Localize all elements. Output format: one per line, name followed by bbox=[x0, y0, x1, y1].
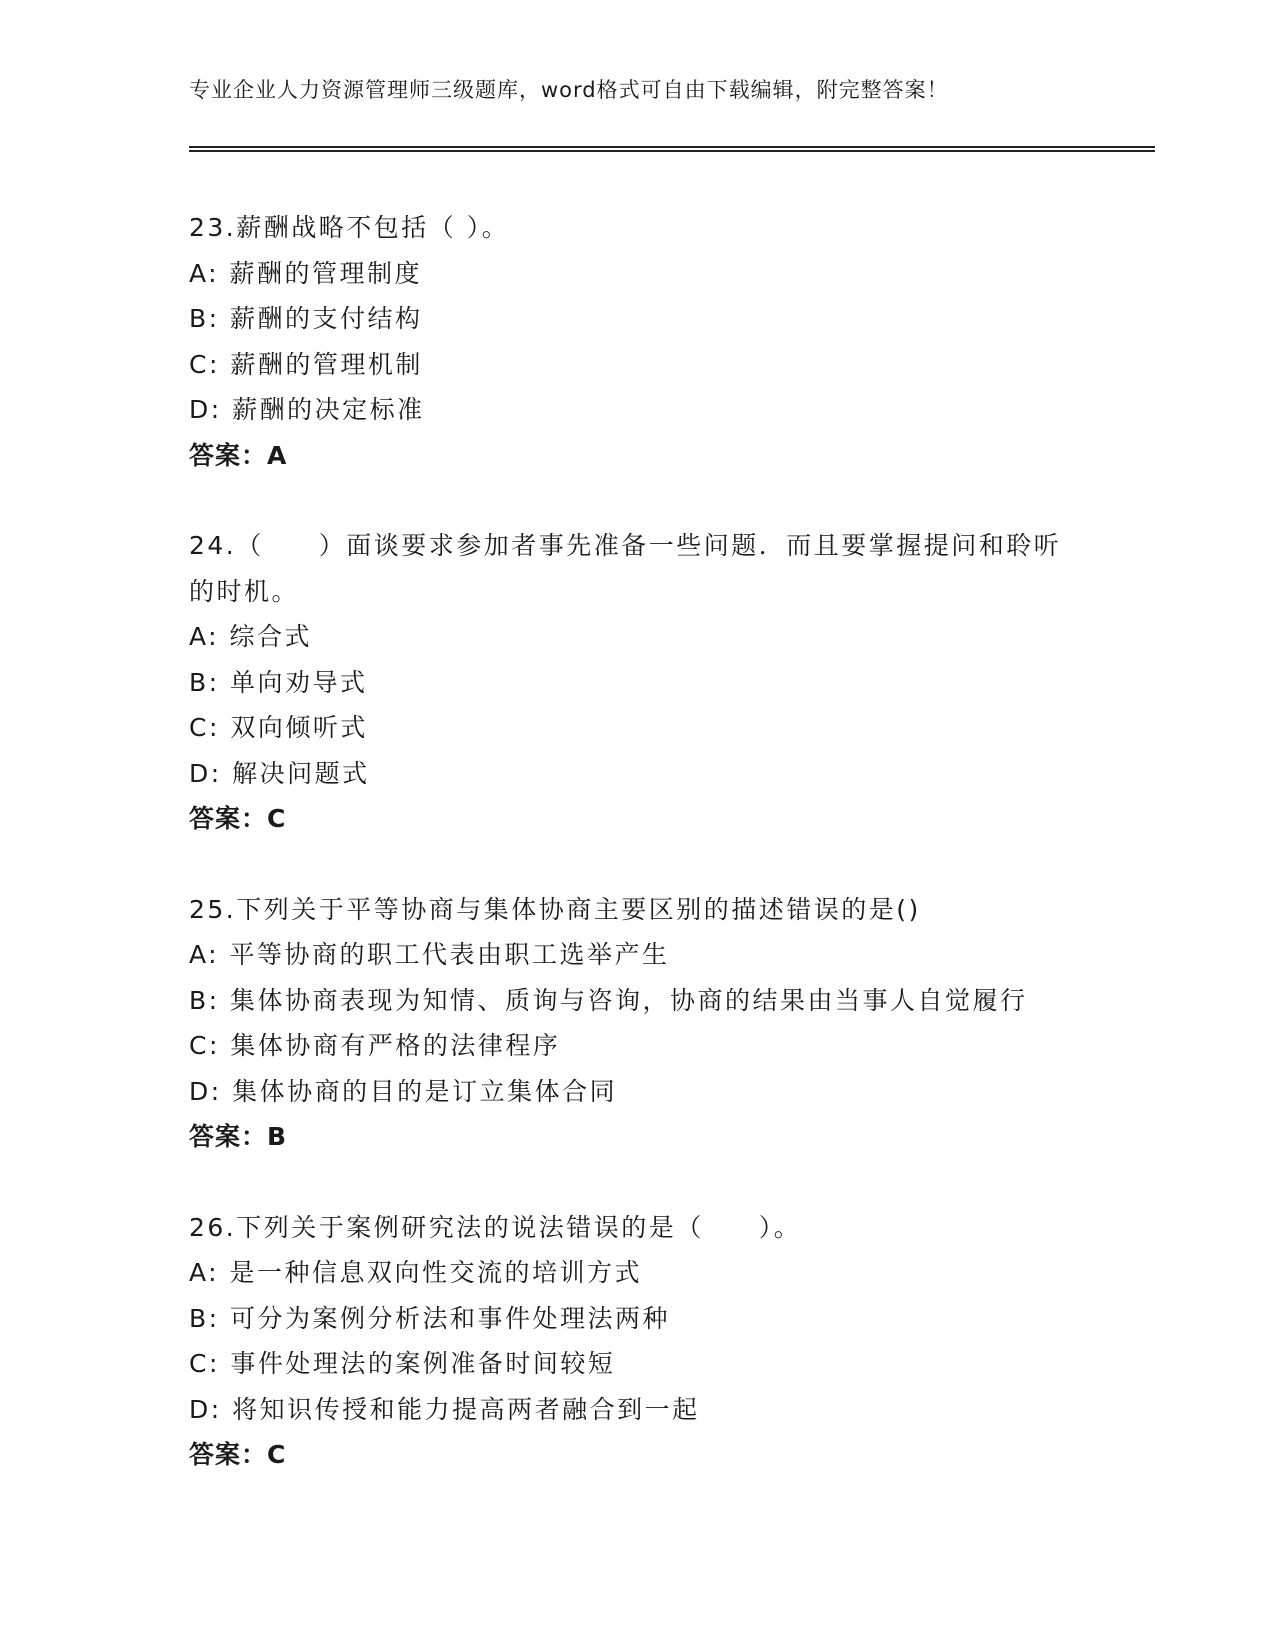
question-title: 23.薪酬战略不包括（ ）。 bbox=[189, 213, 510, 242]
option-b: B: 可分为案例分析法和事件处理法两种 bbox=[189, 1303, 671, 1333]
answer-label: 答案：C bbox=[189, 1440, 287, 1469]
header-divider bbox=[189, 146, 1155, 152]
question-title: 26.下列关于案例研究法的说法错误的是（ ）。 bbox=[189, 1212, 802, 1242]
option-b: B: 单向劝导式 bbox=[189, 667, 368, 697]
option-a: A: 综合式 bbox=[189, 622, 313, 651]
question-title: 25.下列关于平等协商与集体协商主要区别的描述错误的是() bbox=[189, 894, 921, 924]
question-26 bbox=[189, 1205, 1089, 1478]
answer-label: 答案：A bbox=[189, 440, 288, 470]
option-d: D: 将知识传授和能力提高两者融合到一起 bbox=[189, 1394, 700, 1424]
option-c: C: 集体协商有严格的法律程序 bbox=[189, 1031, 561, 1060]
question-title: 24.（ ）面谈要求参加者事先准备一些问题．而且要掌握提问和聆听的时机。 bbox=[189, 531, 1062, 606]
option-c: C: 事件处理法的案例准备时间较短 bbox=[189, 1349, 616, 1378]
option-c: C: 双向倾听式 bbox=[189, 713, 368, 742]
page-header: 专业企业人力资源管理师三级题库，word格式可自由下载编辑，附完整答案！ bbox=[189, 78, 949, 102]
question-25 bbox=[189, 887, 1089, 1160]
option-d: D: 薪酬的决定标准 bbox=[189, 395, 425, 424]
answer-label: 答案：C bbox=[189, 804, 287, 833]
option-d: D: 集体协商的目的是订立集体合同 bbox=[189, 1076, 618, 1106]
option-a: A: 是一种信息双向性交流的培训方式 bbox=[189, 1258, 643, 1287]
option-d: D: 解决问题式 bbox=[189, 758, 370, 788]
option-a: A: 平等协商的职工代表由职工选举产生 bbox=[189, 940, 670, 969]
option-c: C: 薪酬的管理机制 bbox=[189, 349, 423, 379]
option-b: B: 集体协商表现为知情、质询与咨询，协商的结果由当事人自觉履行 bbox=[189, 985, 1028, 1015]
question-24 bbox=[189, 523, 1089, 842]
answer-label: 答案：B bbox=[189, 1122, 288, 1151]
question-23 bbox=[189, 205, 1089, 478]
option-a: A: 薪酬的管理制度 bbox=[189, 258, 423, 288]
option-b: B: 薪酬的支付结构 bbox=[189, 304, 423, 333]
question-list bbox=[189, 205, 1089, 1523]
